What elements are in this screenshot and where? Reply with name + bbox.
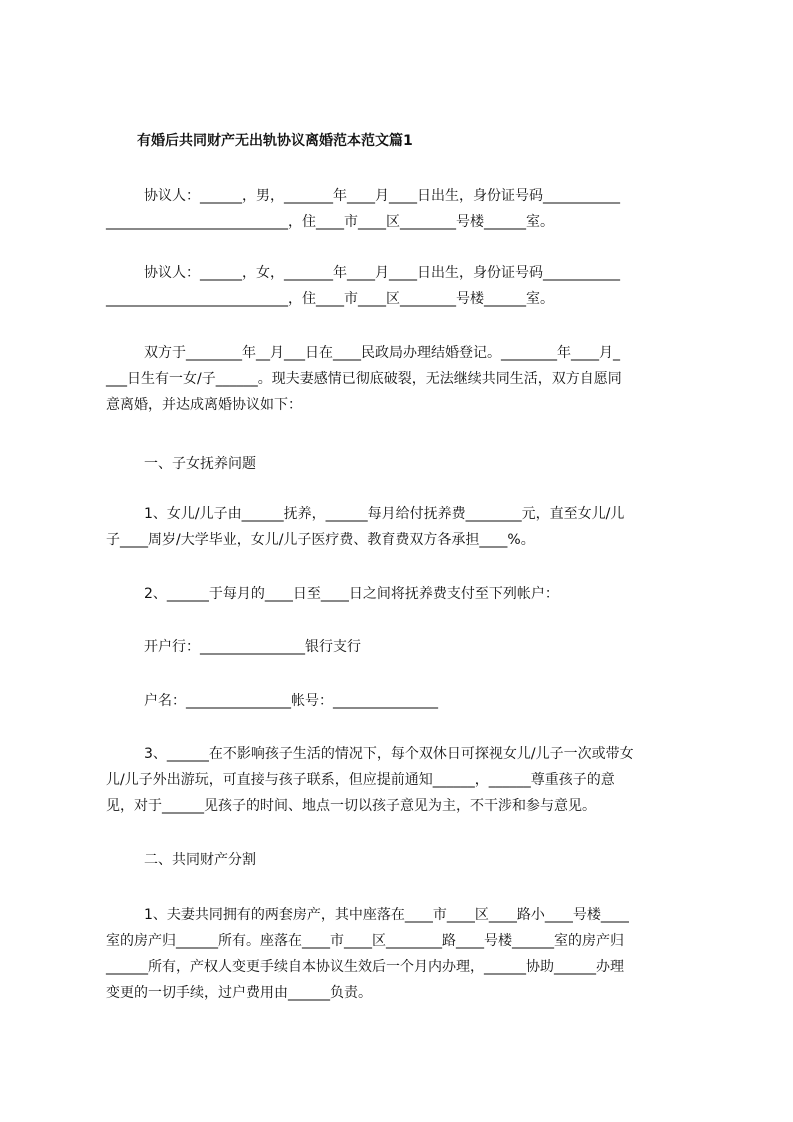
party2-line2: __________________________，住____市____区________号楼______室。 (106, 291, 554, 307)
intro-line1: 双方于________年__月___日在____民政局办理结婚登记。________年____月_ (144, 345, 620, 361)
document-title: 有婚后共同财产无出轨协议离婚范本范文篇1 (137, 133, 413, 149)
section1-item3-line3: 见，对于______见孩子的时间、地点一切以孩子意见为主，不干涉和参与意见。 (106, 798, 596, 814)
section1-item2: 2、______于每月的____日至____日之间将抚养费支付至下列帐户： (144, 586, 559, 602)
section2-heading: 二、共同财产分割 (144, 852, 256, 868)
intro-paragraph (106, 340, 706, 418)
party1-paragraph (106, 183, 706, 235)
intro-line2: ___日生有一女/子______。现夫妻感情已彻底破裂，无法继续共同生活，双方自愿同 (106, 371, 622, 387)
section1-item3-line1: 3、______在不影响孩子生活的情况下，每个双休日可探视女儿/儿子一次或带女 (144, 746, 634, 762)
section2-item1-line1: 1、夫妻共同拥有的两套房产，其中座落在____市____区____路小____号楼____ (144, 907, 629, 923)
intro-line3: 意离婚，并达成离婚协议如下： (106, 397, 302, 413)
section1-item3 (106, 741, 706, 819)
account-line: 户名：_______________帐号：_______________ (144, 693, 438, 709)
bank-line: 开户行：_______________银行支行 (144, 639, 361, 655)
party2-paragraph (106, 260, 706, 312)
section1-item1 (106, 501, 706, 553)
party2-line1: 协议人：______，女，_______年____月____日出生，身份证号码___________ (144, 265, 620, 281)
party1-line1: 协议人：______，男，_______年____月____日出生，身份证号码___________ (144, 188, 620, 204)
section1-item3-line2: 儿/儿子外出游玩，可直接与孩子联系，但应提前通知______，______尊重孩子的意 (106, 772, 615, 788)
section2-item1 (106, 902, 706, 1006)
section2-item1-line4: 变更的一切手续，过户费用由______负责。 (106, 985, 372, 1001)
section1-item1-line2: 子____周岁/大学毕业，女儿/儿子医疗费、教育费双方各承担____%。 (106, 532, 535, 548)
section2-item1-line3: ______所有，产权人变更手续自本协议生效后一个月内办理，______协助______办理 (106, 959, 624, 975)
section2-item1-line2: 室的房产归______所有。座落在____市____区________路____号楼______室的房产归 (106, 933, 624, 949)
section1-heading: 一、子女抚养问题 (144, 456, 256, 472)
section1-item1-line1: 1、女儿/儿子由______抚养，______每月给付抚养费________元，直至女儿/儿 (144, 506, 625, 522)
party1-line2: __________________________，住____市____区________号楼______室。 (106, 214, 554, 230)
